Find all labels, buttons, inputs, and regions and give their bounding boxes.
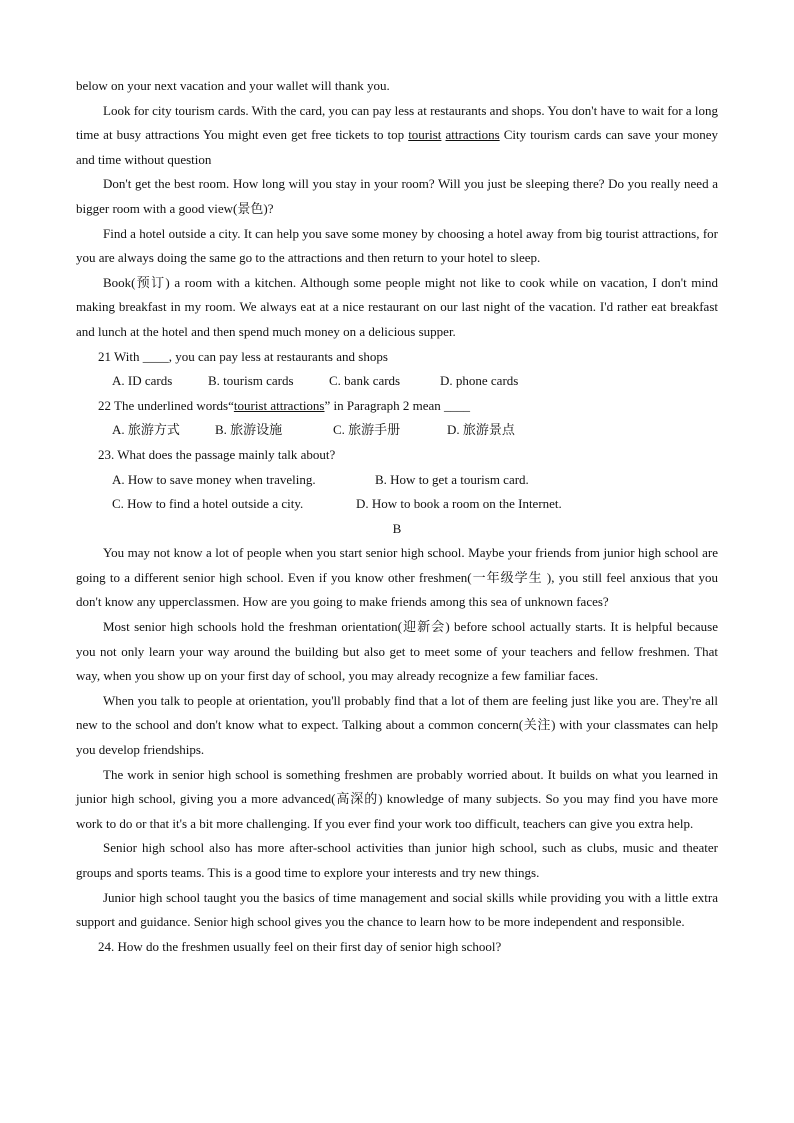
question-24: 24. How do the freshmen usually feel on their first day of senior high school? (98, 938, 502, 954)
passage-a-intro-line: below on your next vacation and your wallet will thank you. (76, 78, 390, 93)
option-b: B. 旅游设施 (215, 422, 283, 438)
passage-b-paragraph-6: Junior high school taught you the basics of time management and social skills while providing you with a little extra support and guidance. Senior high school gives you the chance to learn how to be more independent and responsible. (76, 889, 718, 930)
passage-a-paragraph-4: Find a hotel outside a city. It can help you save some money by choosing a hotel away from big tourist attractions, for you are always doing the same go to the attractions and then return to your hotel to sleep. (76, 225, 718, 266)
option-b: B. tourism cards (208, 373, 294, 389)
question-23: 23. What does the passage mainly talk about? (98, 446, 336, 462)
option-d: D. How to book a room on the Internet. (356, 496, 562, 512)
underlined-word-tourist: tourist (408, 127, 442, 143)
option-c: C. bank cards (329, 373, 401, 389)
question-22: 22 The underlined words“tourist attractions” in Paragraph 2 mean ____ (98, 397, 470, 413)
question-21-options (76, 369, 718, 394)
question-21: 21 With ____, you can pay less at restaurants and shops (98, 348, 388, 364)
passage-b-paragraph-5: Senior high school also has more after-school activities than junior high school, such as clubs, music and theater groups and sports teams. This is a good time to explore your interests and try new things. (76, 840, 718, 880)
option-d: D. 旅游景点 (447, 422, 515, 438)
option-b: B. How to get a tourism card. (375, 471, 529, 487)
passage-a-paragraph-2 (76, 99, 718, 173)
question-23-options-row-2 (76, 492, 718, 517)
document-page (76, 74, 718, 959)
passage-b-paragraph-3: When you talk to people at orientation, you'll probably find that a lot of them are feeling just like you are. They're all new to the school and don't know what to expect. Talking about a common concern(关注) with your classmates can help you develop friendships. (76, 692, 718, 758)
passage-b-title: B (392, 520, 402, 536)
passage-b-paragraph-2: Most senior high schools hold the freshman orientation(迎新会) before school actually starts. It is helpful because you not only learn your way around the building but also get to meet some of your teachers and fellow freshmen. That way, when you show up on your first day of school, you may already recognize a few familiar faces. (76, 619, 718, 684)
paragraph-text: City tourism cards can save your money and time without question (76, 127, 719, 167)
underlined-phrase: tourist attractions (233, 397, 325, 413)
question-22-options (76, 418, 718, 443)
passage-b-paragraph-4: The work in senior high school is something freshmen are probably worried about. It builds on what you learned in junior high school, giving you a more advanced(高深的) knowledge of many subjects. So you may find you have more work to do or that it's a bit more challenging. If you ever find your work too difficult, teachers can give you extra help. (76, 766, 718, 831)
passage-a-paragraph-5: Book(预订) a room with a kitchen. Although some people might not like to cook while on vacation, I don't mind making breakfast in my room. We always eat at a nice restaurant on our last night of the vacation. I'd rather eat breakfast and lunch at the hotel and then spend much money on a delicious supper. (76, 274, 718, 339)
option-a: A. How to save money when traveling. (112, 471, 316, 487)
option-c: C. How to find a hotel outside a city. (112, 496, 304, 512)
passage-b-paragraph-1: You may not know a lot of people when you start senior high school. Maybe your friends from junior high school are going to a different senior high school. Even if you know other freshmen(一年级学生 ), you still feel anxious that you don't know any upperclassmen. How are you going to make friends among this sea of unknown faces? (76, 545, 718, 610)
option-d: D. phone cards (440, 373, 519, 389)
option-a: A. ID cards (112, 373, 173, 389)
question-23-options-row-1 (76, 468, 718, 493)
option-a: A. 旅游方式 (112, 422, 180, 438)
paragraph-text: Look for city tourism cards. With the card, you can pay less at restaurants and shops. You don't have to wait for a long time at busy attractions You might even get free tickets to top (76, 102, 718, 143)
underlined-word-attractions: attractions (445, 127, 500, 143)
passage-a-paragraph-3: Don't get the best room. How long will you stay in your room? Will you just be sleeping there? Do you really need a bigger room with a good view(景色)? (76, 176, 718, 216)
option-c: C. 旅游手册 (333, 422, 401, 438)
